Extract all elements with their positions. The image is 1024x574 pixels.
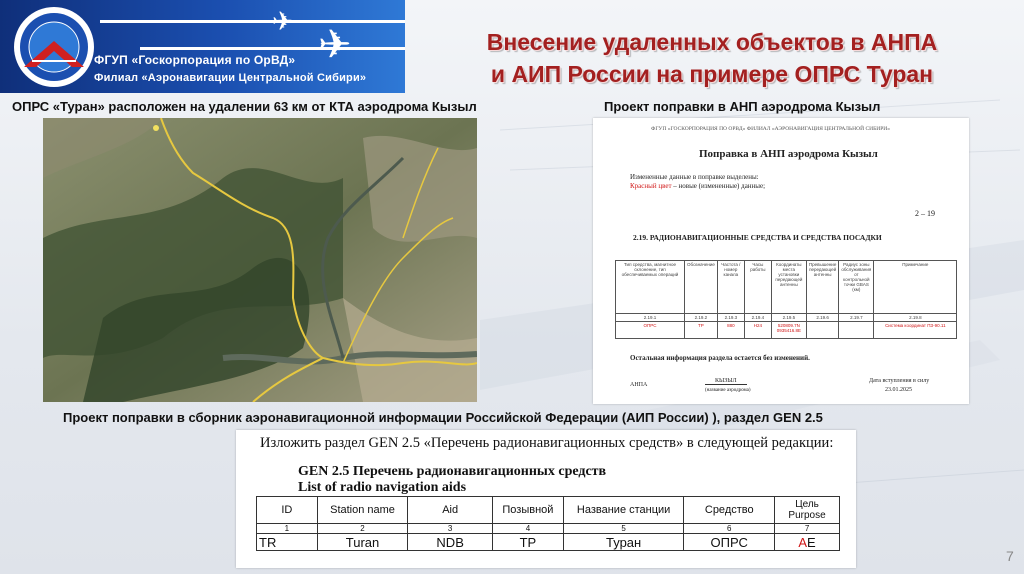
table-cell: Turan [317, 534, 408, 551]
table-header-cell: Частота / номер канала [717, 261, 744, 314]
table-header-cell: Цель Purpose [775, 497, 840, 524]
aip-intro: Изложить раздел GEN 2.5 «Перечень радионавигационных средств» в следующей редакции: [260, 435, 834, 451]
table-cell: ОПРС [616, 322, 685, 339]
aip-title-ru: GEN 2.5 Перечень радионавигационных средств [298, 464, 607, 479]
map-caption: ОПРС «Туран» расположен на удалении 63 км от КТА аэродрома Кызыл [12, 99, 477, 114]
table-row [616, 322, 957, 339]
table-cell: 2.19.3 [717, 314, 744, 322]
section-heading: 2.19. РАДИОНАВИГАЦИОННЫЕ СРЕДСТВА И СРЕДСТВА ПОСАДКИ [633, 233, 882, 242]
table-header-cell: Координаты места установки передающей антенны [771, 261, 806, 314]
table-cell: 5 [563, 524, 684, 534]
page-ref: 2 – 19 [915, 209, 935, 218]
table-header-cell: Примечание [874, 261, 957, 314]
table-cell: ТР [492, 534, 563, 551]
table-cell: 2.19.7 [839, 314, 874, 322]
org-branch: Филиал «Аэронавигации Центральной Сибири» [94, 72, 367, 84]
table-cell: 6 [684, 524, 775, 534]
doc-header: ФГУП «ГОСКОРПОРАЦИЯ ПО ОРВД» ФИЛИАЛ «АЭРОНАВИГАЦИЯ ЦЕНТРАЛЬНОЙ СИБИРИ» [651, 126, 891, 132]
table-row [257, 534, 840, 551]
table-header-cell: Обозначение [685, 261, 718, 314]
banner-stripe [140, 47, 405, 50]
table-cell: 2 [317, 524, 408, 534]
aip-amendment-document [236, 430, 856, 568]
table-header-cell: Тип средства, магнитное склонение, тип обеспечиваемых операций [616, 261, 685, 314]
table-header-cell: Превышение передающей антенны [806, 261, 838, 314]
footer-anpa: АНПА [630, 382, 648, 388]
footer-effective-date: 23.01.2025 [885, 387, 912, 393]
table-cell [806, 322, 838, 339]
anp-nav-aids-table [615, 260, 957, 339]
table-cell: H24 [744, 322, 771, 339]
rest-note: Остальная информация раздела остается без изменений. [630, 354, 810, 362]
table-cell: 880 [717, 322, 744, 339]
table-cell: 520809.7N 0935416.8E [771, 322, 806, 339]
table-cell: ТР [685, 322, 718, 339]
org-name: ФГУП «Госкорпорация по ОрВД» [94, 53, 296, 67]
table-header-cell: ID [257, 497, 318, 524]
table-cell: TR [257, 534, 318, 551]
table-header-cell: Station name [317, 497, 408, 524]
table-cell: 1 [257, 524, 318, 534]
table-header-cell: Позывной [492, 497, 563, 524]
table-cell: ОПРС [684, 534, 775, 551]
table-header-row [616, 261, 957, 314]
table-number-row [616, 314, 957, 322]
table-cell: AE [775, 534, 840, 551]
table-cell: 4 [492, 524, 563, 534]
table-header-cell: Часы работы [744, 261, 771, 314]
table-header-row [257, 497, 840, 524]
table-cell: 2.19.4 [744, 314, 771, 322]
table-header-cell: Aid [408, 497, 493, 524]
opr-station-marker [153, 125, 159, 131]
table-cell: 7 [775, 524, 840, 534]
banner-stripe [100, 20, 405, 23]
airplane-icon: ✈ [318, 23, 352, 67]
gen25-table [256, 496, 840, 551]
slide-title-line1: Внесение удаленных объектов в АНПА [486, 29, 938, 55]
table-cell: 2.19.5 [771, 314, 806, 322]
table-header-cell: Название станции [563, 497, 684, 524]
footer-effective-label: Дата вступления в силу [869, 378, 930, 384]
table-header-cell: Радиус зоны обслуживания от контрольной точки GBAS (км) [839, 261, 874, 314]
slide-title-line2: и АИП России на примере ОПРС Туран [490, 61, 934, 87]
table-cell: 2.19.1 [616, 314, 685, 322]
table-cell: Туран [563, 534, 684, 551]
table-cell [839, 322, 874, 339]
table-cell: 3 [408, 524, 493, 534]
aip-title-en: List of radio navigation aids [298, 480, 467, 495]
organization-logo [12, 5, 96, 89]
table-number-row [257, 524, 840, 534]
doc-title: Поправка в АНП аэродрома Кызыл [699, 148, 878, 160]
footer-aerodrome: КЫЗЫЛ [705, 378, 747, 385]
table-header-cell: Средство [684, 497, 775, 524]
table-cell: 2.19.6 [806, 314, 838, 322]
table-cell: NDB [408, 534, 493, 551]
anp-amendment-document [593, 118, 969, 404]
airplane-icon: ✈ [272, 6, 294, 36]
header-banner [0, 0, 405, 93]
table-cell: Система координат ПЗ-90.11 [874, 322, 957, 339]
footer-aerodrome-sub: (название аэродрома) [705, 388, 751, 393]
page-number: 7 [1006, 548, 1014, 564]
table-cell: 2.19.2 [685, 314, 718, 322]
doc-note: Измененные данные в поправке выделены: [630, 173, 759, 181]
table-cell: 2.19.8 [874, 314, 957, 322]
doc-note-legend: Красный цвет – новые (измененные) данные; [630, 182, 766, 190]
satellite-map [43, 118, 477, 402]
aip-caption: Проект поправки в сборник аэронавигационной информации Российской Федерации (АИП России) ), раздел GEN 2.5 [63, 410, 823, 425]
anp-caption: Проект поправки в АНП аэродрома Кызыл [604, 99, 881, 114]
